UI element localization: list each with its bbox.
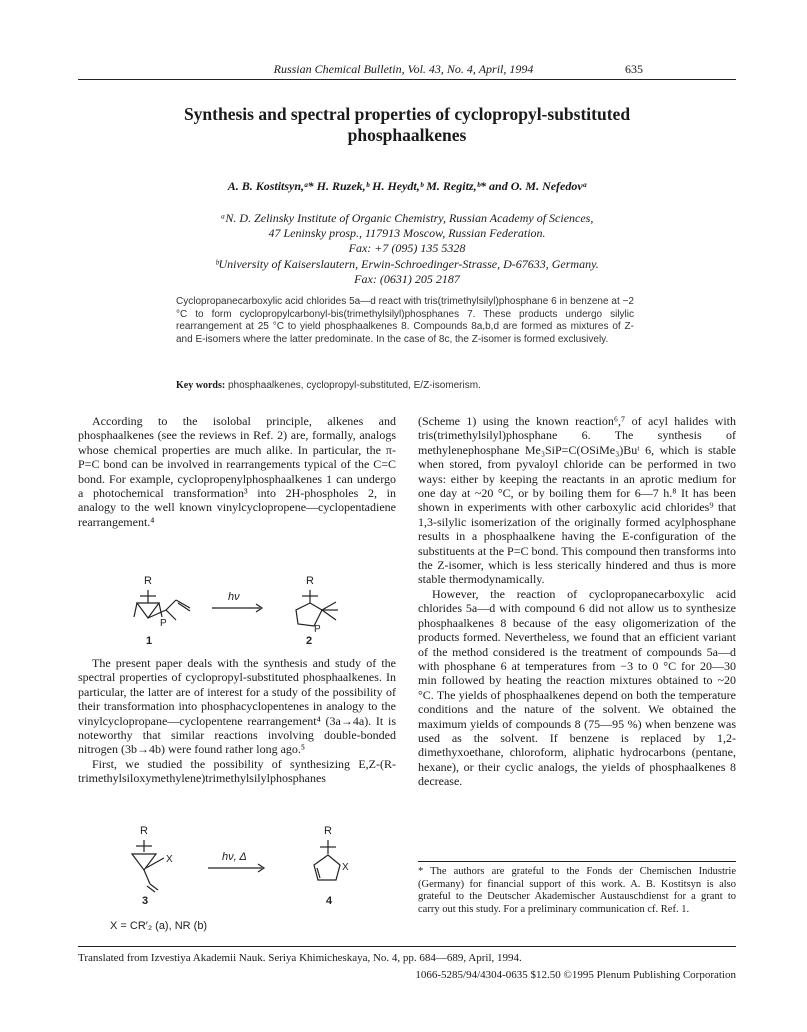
header-rule	[78, 79, 736, 80]
page-number: 635	[625, 62, 643, 76]
translation-note: Translated from Izvestiya Akademii Nauk. Seriya Khimicheskaya, No. 4, pp. 684—689, April, 1994.	[78, 952, 522, 964]
title-line-2: phosphaalkenes	[347, 125, 467, 145]
footnote-rule	[418, 861, 736, 862]
abstract: Cyclopropanecarboxylic acid chlorides 5a—d react with tris(trimethylsilyl)phosphane 6 in benzene at −2 °C to form cyclopropylcarbonyl-bis(trimethylsilyl)phosphanes 7. These products undergo silylic rearrangement at 25 °C to yield phosphaalkenes 8. Compounds 8a,b,d are formed as mixtures of Z- and E-isomers where the latter predominate. In the case of 8c, the Z-isomer is formed exclusively.	[176, 296, 634, 345]
scheme-2-label-left: 3	[142, 895, 149, 907]
bond	[322, 602, 336, 610]
affiliation-b-line-2: Fax: (0631) 205 2187	[354, 272, 460, 286]
scheme-2-arrow-label: hν, Δ	[222, 851, 247, 863]
scheme-2-figure	[110, 822, 370, 937]
scheme-1-figure	[110, 572, 370, 650]
bond	[159, 603, 162, 617]
scheme-2-r-left: R	[140, 825, 148, 837]
cyclopropane-ring-left	[132, 854, 156, 870]
scheme-1-r-left: R	[144, 575, 152, 587]
bond	[134, 603, 137, 617]
bond	[166, 600, 176, 610]
phosphole-ring	[296, 603, 322, 626]
author-list: A. B. Kostitsyn,ᵃ* H. Ruzek,ᵇ H. Heydt,ᵇ M. Regitz,ᵇ* and O. M. Nefedovᵃ	[227, 179, 587, 193]
keywords-label: Key words:	[176, 380, 226, 391]
footnote: * The authors are grateful to the Fonds der Chemischen Industrie (Germany) for financial support of this work. A. B. Kostitsyn is also grateful to the Deutscher Akademischer Austauschdienst for a grant to carry out this study. For a preliminary communication cf. Ref. 1.	[418, 866, 736, 915]
scheme-1-label-left: 1	[146, 635, 153, 647]
affiliation-a	[78, 211, 736, 256]
copyright-line: 1066-5285/94/4304-0635 $12.50 ©1995 Plenum Publishing Corporation	[415, 969, 736, 981]
cyclopropene-ring-left	[137, 603, 159, 618]
bond	[144, 870, 150, 884]
affiliation-b	[78, 257, 736, 287]
running-title: Russian Chemical Bulletin, Vol. 43, No. 4, April, 1994	[273, 62, 534, 76]
affiliation-b-line-1: ᵇUniversity of Kaiserslautern, Erwin-Schroedinger-Strasse, D-67633, Germany.	[215, 257, 599, 271]
scheme-2-definition: X = CR′₂ (a), NR (b)	[110, 920, 208, 932]
keywords-text: phosphaalkenes, cyclopropyl-substituted, E/Z-isomerism.	[227, 380, 481, 391]
footer-rule	[78, 946, 736, 947]
right-column	[418, 414, 736, 789]
scheme-1-p-right: P	[314, 624, 321, 635]
scheme-1-arrow-label: hν	[228, 591, 240, 603]
scheme-2-x-left: X	[166, 854, 173, 865]
title-line-1: Synthesis and spectral properties of cyclopropyl-substituted	[183, 104, 631, 124]
right-paragraph-2: However, the reaction of cyclopropanecarboxylic acid chlorides 5a—d with compound 6 did not allow us to synthesize phosphaalkenes 8 because of the easy oligomerization of the products formed. Nevertheless, we found that an efficient variant of the method considered is the treatment of compounds 5a—d with phosphane 6 at temperatures from −3 to 0 °C for 20—30 min followed by heating the reaction mixtures obtained to ~20 °C. The yields of phosphaalkenes depend on both the temperature conditions and the nature of the solvent. We obtained the maximum yields of compounds 8 (75—95 %) when benzene was used as the solvent. If benzene is replaced by 1,2-dimethyxoethane, chloroform, aliphatic hydrocarbons (pentane, hexane), or their cyclic analogs, the yields of phosphaalkenes 8 decrease.	[418, 586, 736, 789]
affiliation-a-line-1: ᵃN. D. Zelinsky Institute of Organic Chemistry, Russian Academy of Sciences,	[220, 211, 594, 225]
left-paragraph-3: First, we studied the possibility of synthesizing E,Z-(R-trimethylsiloxymethylene)trimethylsilylphosphanes	[78, 756, 396, 786]
right-paragraph-1: (Scheme 1) using the known reaction⁶,⁷ of acyl halides with tris(trimethylsilyl)phosphane 6. The synthesis of methylenephosphane Me₃SiP=C(OSiMe₃)Buᵗ 6, which is stable when stored, from pyvaloyl chloride can be performed in two ways: either by keeping the reactants in an aprotic medium for one day at ~20 °C, or by boiling them for 6—7 h.⁸ It has been shown in experiments with other carboxylic acid chlorides⁹ that 1,3-silylic isomerization of the originally formed acylphosphane results in a phosphaalkene having the E-configuration of the substituents at the P=C bond. This compound then transforms into the Z-isomer, which is less sterically hindered and thus is more stable thermodynamically.	[418, 414, 736, 587]
scheme-2-r-right: R	[324, 825, 332, 837]
left-paragraph-2: The present paper deals with the synthesis and study of the spectral properties of cyclopropyl-substituted phosphaalkenes. In particular, the latter are of interest for a study of the possibility of their transformation into phosphacyclopentenes in analogy to the vinylcyclopropane—cyclopentene rearrangement⁴ (3a→4a). It is noteworthy that similar reactions involving double-bonded nitrogen (3b→4b) were found rather long ago.⁵	[78, 656, 396, 757]
scheme-2-x-right: X	[342, 862, 349, 873]
scheme-1-p-left: P	[160, 618, 167, 629]
article-title	[78, 104, 736, 146]
scheme-2-label-right: 4	[326, 895, 333, 907]
scheme-1-r-right: R	[306, 575, 314, 587]
left-column-top	[78, 414, 396, 529]
scheme-1-label-right: 2	[306, 635, 313, 647]
cyclopentene-ring	[314, 855, 340, 880]
bond	[322, 610, 336, 620]
affiliation-a-line-3: Fax: +7 (095) 135 5328	[348, 241, 466, 255]
keywords	[176, 380, 634, 391]
left-column-middle	[78, 656, 396, 786]
bond	[166, 610, 176, 620]
affiliation-a-line-2: 47 Leninsky prosp., 117913 Moscow, Russian Federation.	[268, 226, 546, 240]
left-paragraph-1: According to the isolobal principle, alkenes and phosphaalkenes (see the reviews in Ref. 2) are, formally, analogs whose chemical properties are much alike. In particular, the π-P=C bond can be involved in rearrangements typical of the C=C bond. For example, cyclopropenylphosphaalkenes 1 can undergo a photochemical transformation³ into 2H-phospholes 2, in analogy to the well known vinylcyclopropene—cyclopentadiene rearrangement.⁴	[78, 414, 396, 529]
